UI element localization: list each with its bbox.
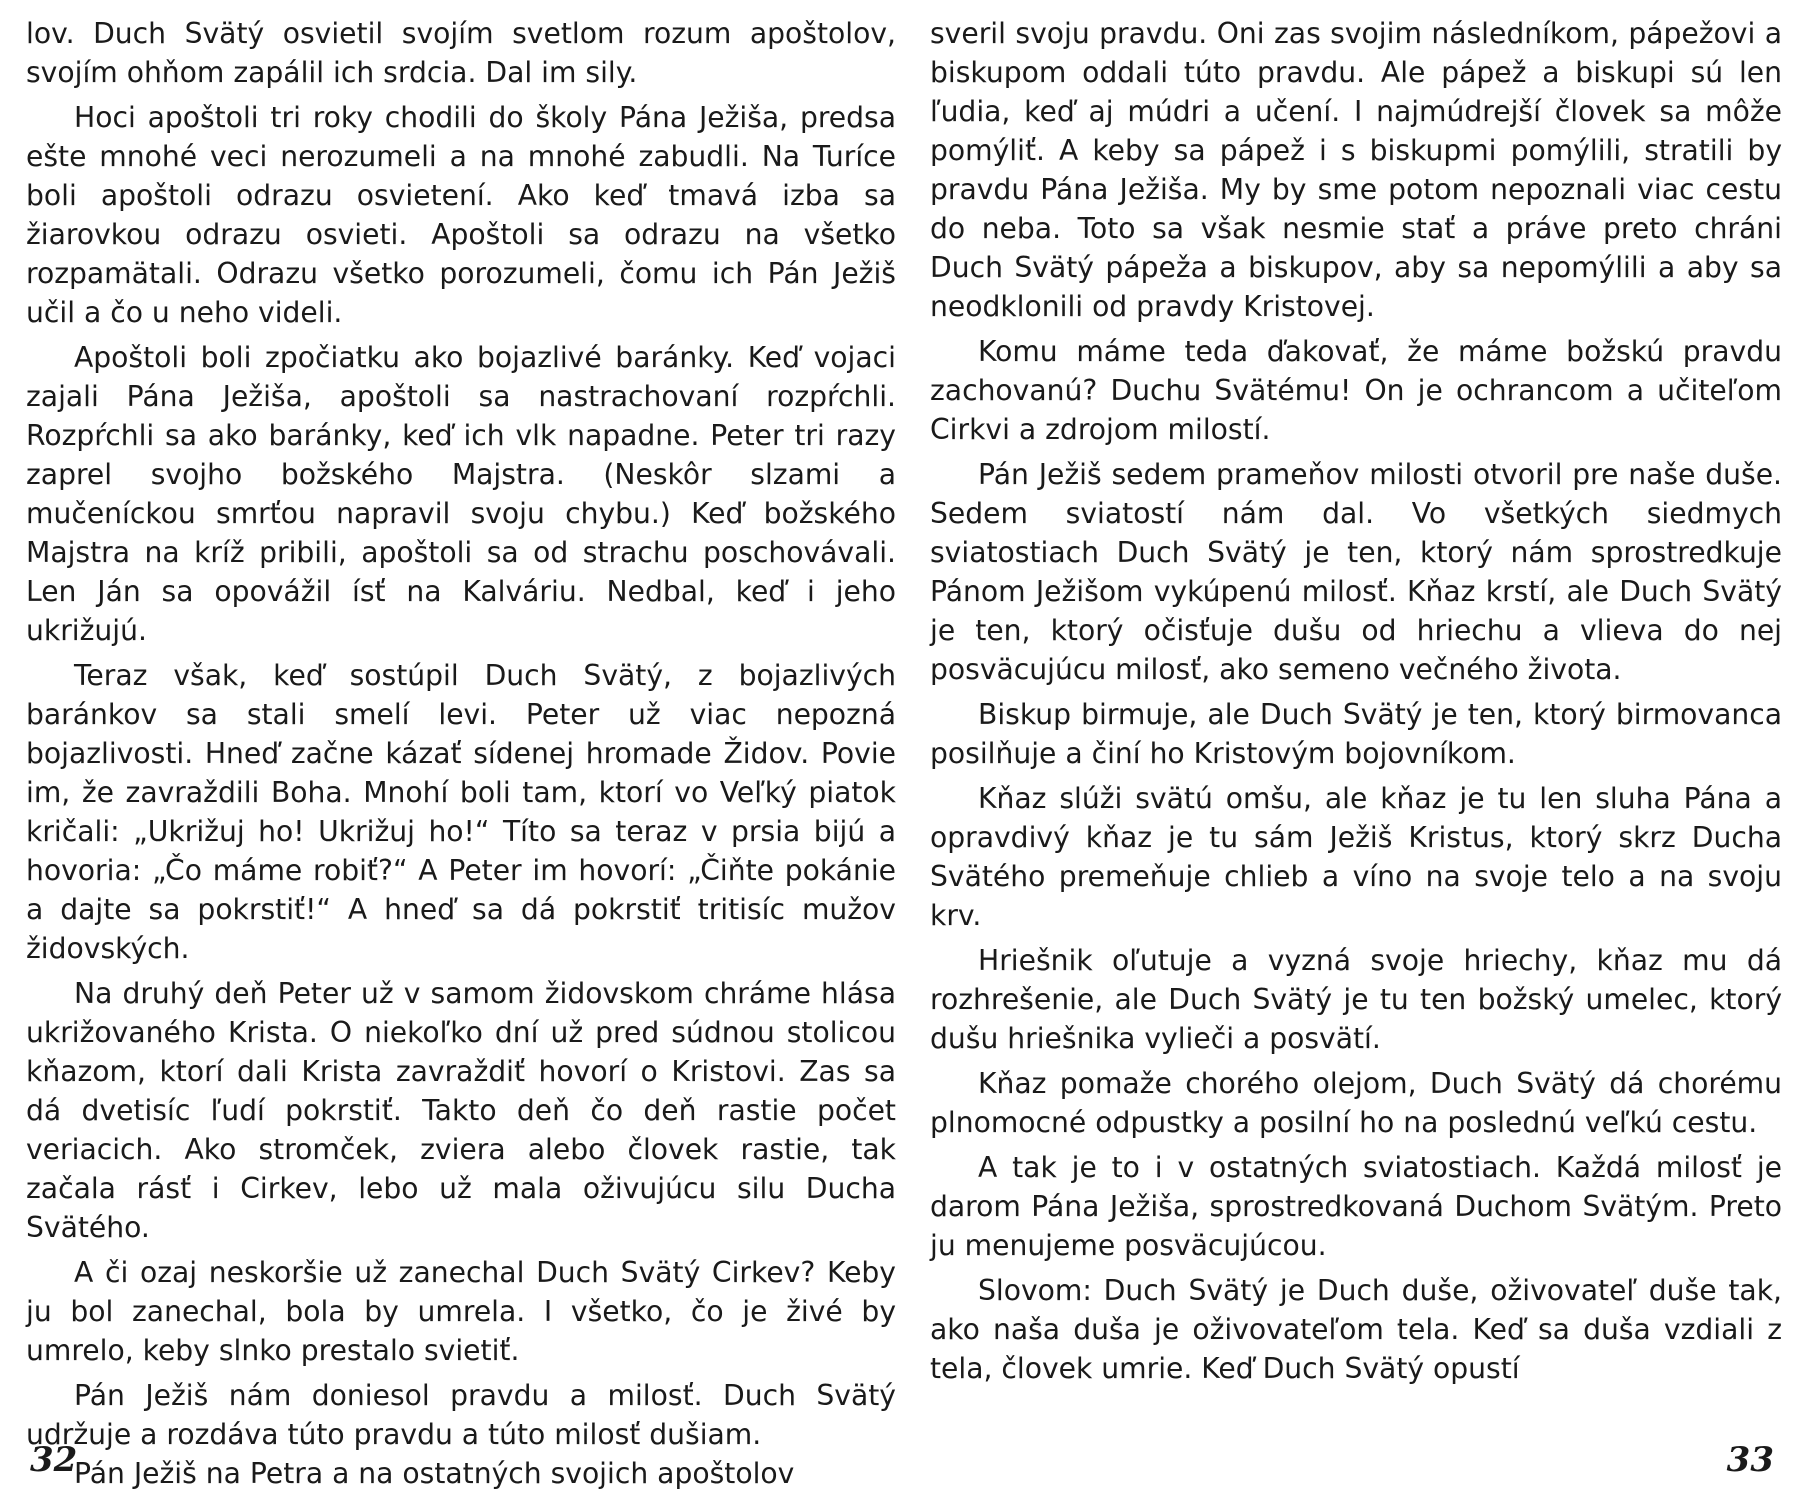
paragraph: A či ozaj neskoršie už zanechal Duch Svätý Cirkev? Keby ju bol zanechal, bola by umrela. I všetko, čo je živé by umrelo, keby slnko prestalo svietiť.	[26, 1256, 896, 1367]
left-page	[26, 14, 896, 1499]
paragraph: sveril svoju pravdu. Oni zas svojim následníkom, pápežovi a biskupom oddali túto pravdu. Ale pápež a biskupi sú len ľudia, keď aj múdri a učení. I najmúdrejší človek sa môže pomýliť. A keby sa pápež i s biskupmi pomýlili, stratili by pravdu Pána Ježiša. My by sme potom nepoznali viac cestu do neba. Toto sa však nesmie stať a práve preto chráni Duch Svätý pápeža a biskupov, aby sa nepomýlili a aby sa neodklonili od pravdy Kristovej.	[930, 17, 1782, 323]
paragraph: Teraz však, keď sostúpil Duch Svätý, z bojazlivých baránkov sa stali smelí levi. Peter už viac nepozná bojazlivosti. Hneď začne kázať sídenej hromade Židov. Povie im, že zavraždili Boha. Mnohí boli tam, ktorí vo Veľký piatok kričali: „Ukrižuj ho! Ukrižuj ho!“ Títo sa teraz v prsia bijú a hovoria: „Čo máme robiť?“ A Peter im hovorí: „Čiňte pokánie a dajte sa pokrstiť!“ A hneď sa dá pokrstiť tritisíc mužov židovských.	[26, 659, 896, 965]
paragraph: Apoštoli boli zpočiatku ako bojazlivé baránky. Keď vojaci zajali Pána Ježiša, apoštoli sa nastrachovaní rozpŕchli. Rozpŕchli sa ako baránky, keď ich vlk napadne. Peter tri razy zaprel svojho božského Majstra. (Neskôr slzami a mučeníckou smrťou napravil svoju chybu.) Keď božského Majstra na kríž pribili, apoštoli sa od strachu poschovávali. Len Ján sa opovážil ísť na Kalváriu. Nedbal, keď i jeho ukrižujú.	[26, 341, 896, 647]
paragraph: Biskup birmuje, ale Duch Svätý je ten, ktorý birmovanca posilňuje a činí ho Kristovým bojovníkom.	[930, 698, 1782, 770]
paragraph: Komu máme teda ďakovať, že máme božskú pravdu zachovanú? Duchu Svätému! On je ochrancom a učiteľom Cirkvi a zdrojom milostí.	[930, 335, 1782, 446]
page-number-right: 33	[1726, 1440, 1774, 1480]
paragraph: Pán Ježiš nám doniesol pravdu a milosť. Duch Svätý udržuje a rozdáva túto pravdu a túto milosť dušiam.	[26, 1379, 896, 1451]
page-number-left: 32	[30, 1440, 78, 1480]
paragraph: Kňaz slúži svätú omšu, ale kňaz je tu len sluha Pána a opravdivý kňaz je tu sám Ježiš Kristus, ktorý skrz Ducha Svätého premeňuje chlieb a víno na svoje telo a na svoju krv.	[930, 782, 1782, 932]
paragraph: Hriešnik oľutuje a vyzná svoje hriechy, kňaz mu dá rozhrešenie, ale Duch Svätý je tu ten božský umelec, ktorý dušu hriešnika vylieči a posvätí.	[930, 944, 1782, 1055]
paragraph: Kňaz pomaže chorého olejom, Duch Svätý dá chorému plnomocné odpustky a posilní ho na poslednú veľkú cestu.	[930, 1067, 1782, 1139]
paragraph: Hoci apoštoli tri roky chodili do školy Pána Ježiša, predsa ešte mnohé veci nerozumeli a na mnohé zabudli. Na Turíce boli apoštoli odrazu osvietení. Ako keď tmavá izba sa žiarovkou odrazu osvieti. Apoštoli sa odrazu na všetko rozpamätali. Odrazu všetko porozumeli, čomu ich Pán Ježiš učil a čo u neho videli.	[26, 101, 896, 329]
paragraph: A tak je to i v ostatných sviatostiach. Každá milosť je darom Pána Ježiša, sprostredkovaná Duchom Svätým. Preto ju menujeme posväcujúcou.	[930, 1151, 1782, 1262]
right-page	[930, 14, 1782, 1394]
paragraph: lov. Duch Svätý osvietil svojím svetlom rozum apoštolov, svojím ohňom zapálil ich srdcia. Dal im sily.	[26, 17, 896, 89]
paragraph: Pán Ježiš na Petra a na ostatných svojich apoštolov	[74, 1457, 795, 1490]
paragraph: Slovom: Duch Svätý je Duch duše, oživovateľ duše tak, ako naša duša je oživovateľom tela. Keď sa duša vzdiali z tela, človek umrie. Keď Duch Svätý opustí	[930, 1274, 1782, 1385]
paragraph: Pán Ježiš sedem prameňov milosti otvoril pre naše duše. Sedem sviatostí nám dal. Vo všetkých siedmych sviatostiach Duch Svätý je ten, ktorý nám sprostredkuje Pánom Ježišom vykúpenú milosť. Kňaz krstí, ale Duch Svätý je ten, ktorý očisťuje dušu od hriechu a vlieva do nej posväcujúcu milosť, ako semeno večného života.	[930, 458, 1782, 686]
paragraph: Na druhý deň Peter už v samom židovskom chráme hlása ukrižovaného Krista. O niekoľko dní už pred súdnou stolicou kňazom, ktorí dali Krista zavraždiť hovorí o Kristovi. Zas sa dá dvetisíc ľudí pokrstiť. Takto deň čo deň rastie počet veriacich. Ako stromček, zviera alebo človek rastie, tak začala rásť i Cirkev, lebo už mala oživujúcu silu Ducha Svätého.	[26, 977, 896, 1244]
